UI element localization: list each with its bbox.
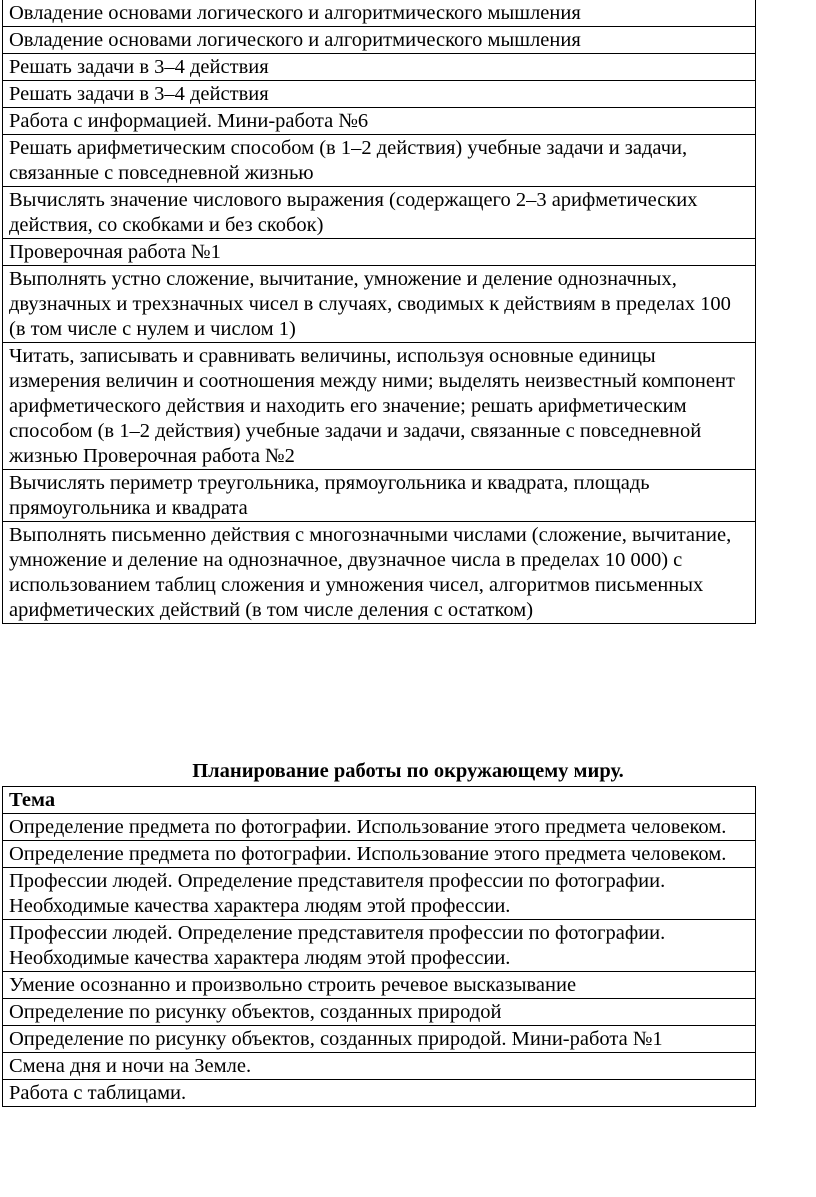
table-cell: Работа с информацией. Мини-работа №6 — [3, 108, 756, 135]
table-row — [3, 54, 756, 81]
world-plan-table — [2, 786, 756, 1107]
table-row — [3, 0, 756, 27]
table-cell: Читать, записывать и сравнивать величины, используя основные единицы измерения величин и соотношения между ними; выделять неизвестный компонент арифметического действия и находить его значение; решать арифметическим способом (в 1–2 действия) учебные задачи и задачи, связанные с повседневной жизнью Проверочная работа №2 — [3, 343, 756, 470]
table-cell: Профессии людей. Определение представителя профессии по фотографии. Необходимые качества характера людям этой профессии. — [3, 868, 756, 920]
table-row — [3, 266, 756, 343]
table-row — [3, 841, 756, 868]
table-row — [3, 1026, 756, 1053]
section-title: Планирование работы по окружающему миру. — [192, 760, 624, 782]
table-row — [3, 135, 756, 187]
table-cell: Определение предмета по фотографии. Использование этого предмета человеком. — [3, 814, 756, 841]
table-row — [3, 343, 756, 470]
table-cell: Профессии людей. Определение представителя профессии по фотографии. Необходимые качества характера людям этой профессии. — [3, 920, 756, 972]
column-header-topic: Тема — [3, 787, 756, 814]
table-row — [3, 1080, 756, 1107]
table-row — [3, 239, 756, 266]
table-row — [3, 470, 756, 522]
table-cell: Определение предмета по фотографии. Использование этого предмета человеком. — [3, 841, 756, 868]
table-row — [3, 868, 756, 920]
table-row — [3, 27, 756, 54]
table-row — [3, 1053, 756, 1080]
table-cell: Смена дня и ночи на Земле. — [3, 1053, 756, 1080]
table-cell: Вычислять значение числового выражения (содержащего 2–3 арифметических действия, со скобками и без скобок) — [3, 187, 756, 239]
table-row — [3, 108, 756, 135]
math-plan-table — [2, 0, 756, 624]
table-cell: Решать арифметическим способом (в 1–2 действия) учебные задачи и задачи, связанные с повседневной жизнью — [3, 135, 756, 187]
table-cell: Выполнять письменно действия с многозначными числами (сложение, вычитание, умножение и деление на однозначное, двузначное числа в пределах 10 000) с использованием таблиц сложения и умножения чисел, алгоритмов письменных арифметических действий (в том числе деления с остатком) — [3, 522, 756, 624]
table-cell: Овладение основами логического и алгоритмического мышления — [3, 0, 756, 27]
table-row — [3, 814, 756, 841]
table-cell: Решать задачи в 3–4 действия — [3, 54, 756, 81]
table-header-row — [3, 787, 756, 814]
table-row — [3, 972, 756, 999]
table-row — [3, 920, 756, 972]
table-cell: Выполнять устно сложение, вычитание, умножение и деление однозначных, двузначных и трехзначных чисел в случаях, сводимых к действиям в пределах 100 (в том числе с нулем и числом 1) — [3, 266, 756, 343]
table-row — [3, 522, 756, 624]
table-cell: Проверочная работа №1 — [3, 239, 756, 266]
table-row — [3, 999, 756, 1026]
table-cell: Определение по рисунку объектов, созданных природой — [3, 999, 756, 1026]
table-cell: Овладение основами логического и алгоритмического мышления — [3, 27, 756, 54]
table-cell: Работа с таблицами. — [3, 1080, 756, 1107]
table-cell: Определение по рисунку объектов, созданных природой. Мини-работа №1 — [3, 1026, 756, 1053]
table-row — [3, 187, 756, 239]
table-row — [3, 81, 756, 108]
table-cell: Решать задачи в 3–4 действия — [3, 81, 756, 108]
table-cell: Вычислять периметр треугольника, прямоугольника и квадрата, площадь прямоугольника и квадрата — [3, 470, 756, 522]
table-cell: Умение осознанно и произвольно строить речевое высказывание — [3, 972, 756, 999]
